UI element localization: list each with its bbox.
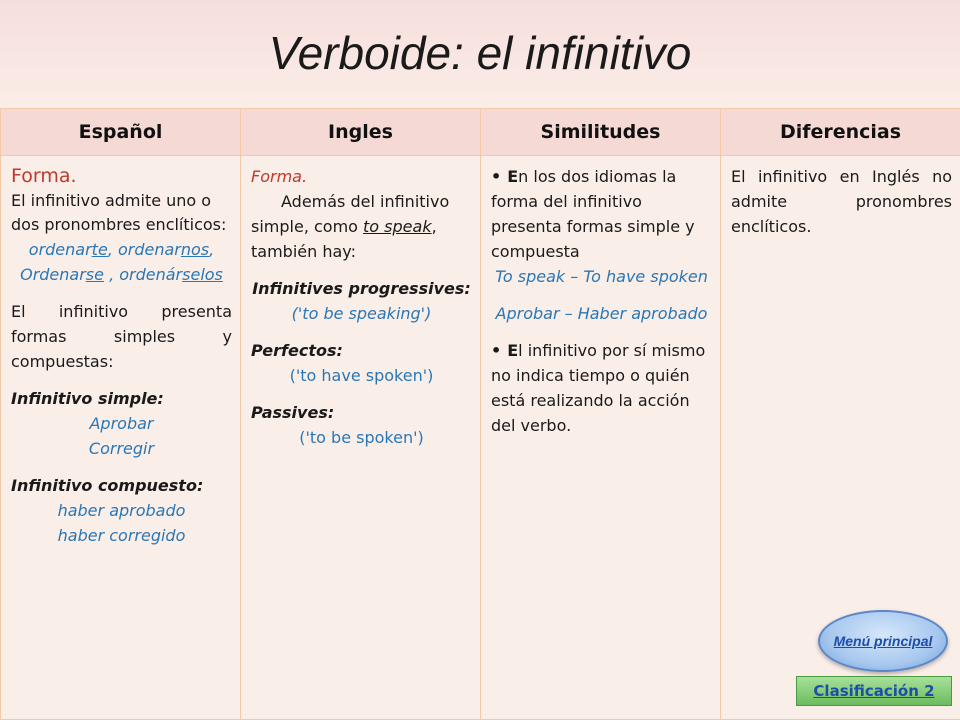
- header-diferencias: Diferencias: [721, 109, 960, 156]
- espanol-forms-text: El infinitivo presenta formas simples y compuestas:: [11, 302, 232, 371]
- cell-espanol: [1, 156, 241, 720]
- menu-principal-button[interactable]: [818, 610, 948, 672]
- bullet-text: l infinitivo por sí mismo no indica tiempo o quién está realizando la acción del verbo.: [491, 341, 706, 435]
- ingles-pass-example: ('to be spoken'): [299, 428, 424, 447]
- espanol-heading: Forma.: [11, 165, 77, 187]
- similitudes-example-1: To speak – To have spoken: [495, 267, 708, 286]
- intro-text: , también hay:: [251, 217, 437, 261]
- list-item: [491, 338, 712, 438]
- header-similitudes: Similitudes: [481, 109, 721, 156]
- table-row: [1, 156, 960, 720]
- ingles-heading: Forma.: [251, 167, 308, 186]
- espanol-compound-label: Infinitivo compuesto:: [11, 476, 204, 495]
- ingles-prog-example: ('to be speaking'): [291, 304, 432, 323]
- bullet-text: n los dos idiomas la forma del infinitivo presenta formas simple y compuesta: [491, 167, 695, 261]
- header-ingles: Ingles: [241, 109, 481, 156]
- similitudes-list: [491, 164, 712, 264]
- table-header-row: [1, 109, 960, 156]
- espanol-example-2: [11, 262, 232, 287]
- ingles-perf-example: ('to have spoken'): [289, 366, 434, 385]
- cell-ingles: [241, 156, 481, 720]
- example-enclitic: se: [85, 265, 104, 284]
- similitudes-example-2: Aprobar – Haber aprobado: [495, 304, 708, 323]
- ingles-pass-label: Passives:: [251, 403, 335, 422]
- espanol-example-1: [11, 237, 232, 262]
- intro-text: Además del infinitivo simple, como: [251, 192, 450, 236]
- example-text: , ordenár: [103, 265, 183, 284]
- espanol-simple-label: Infinitivo simple:: [11, 389, 164, 408]
- espanol-simple-2: Corregir: [88, 439, 155, 458]
- cell-similitudes: [481, 156, 721, 720]
- intro-example: to speak: [363, 217, 432, 236]
- example-text: ,: [209, 240, 215, 259]
- bullet-initial: E: [507, 341, 519, 360]
- ingles-intro: [251, 189, 472, 264]
- list-item: [491, 164, 712, 264]
- example-enclitic: selos: [182, 265, 223, 284]
- espanol-intro: El infinitivo admite uno o dos pronombres enclíticos:: [11, 191, 227, 234]
- ingles-perf-label: Perfectos:: [251, 341, 343, 360]
- example-enclitic: te: [91, 240, 108, 259]
- example-text: Ordenar: [20, 265, 86, 284]
- diferencias-text: El infinitivo en Inglés no admite pronombres enclíticos.: [731, 167, 952, 236]
- example-text: ordenar: [28, 240, 92, 259]
- espanol-compound-2: haber corregido: [57, 526, 186, 545]
- clasificacion-label: Clasificación 2: [813, 682, 935, 700]
- slide-title: Verboide: el infinitivo: [268, 27, 692, 79]
- bullet-icon: •: [491, 167, 502, 186]
- ingles-prog-label: Infinitives progressives:: [252, 279, 471, 298]
- comparison-table: [0, 108, 960, 720]
- example-enclitic: nos: [180, 240, 210, 259]
- header-espanol: Español: [1, 109, 241, 156]
- clasificacion-button[interactable]: [796, 676, 952, 706]
- bullet-icon: •: [491, 341, 502, 360]
- espanol-simple-1: Aprobar: [89, 414, 154, 433]
- bullet-initial: E: [507, 167, 519, 186]
- similitudes-list-2: [491, 338, 712, 438]
- example-text: , ordenar: [107, 240, 181, 259]
- menu-principal-label: Menú principal: [833, 633, 933, 649]
- espanol-compound-1: haber aprobado: [57, 501, 186, 520]
